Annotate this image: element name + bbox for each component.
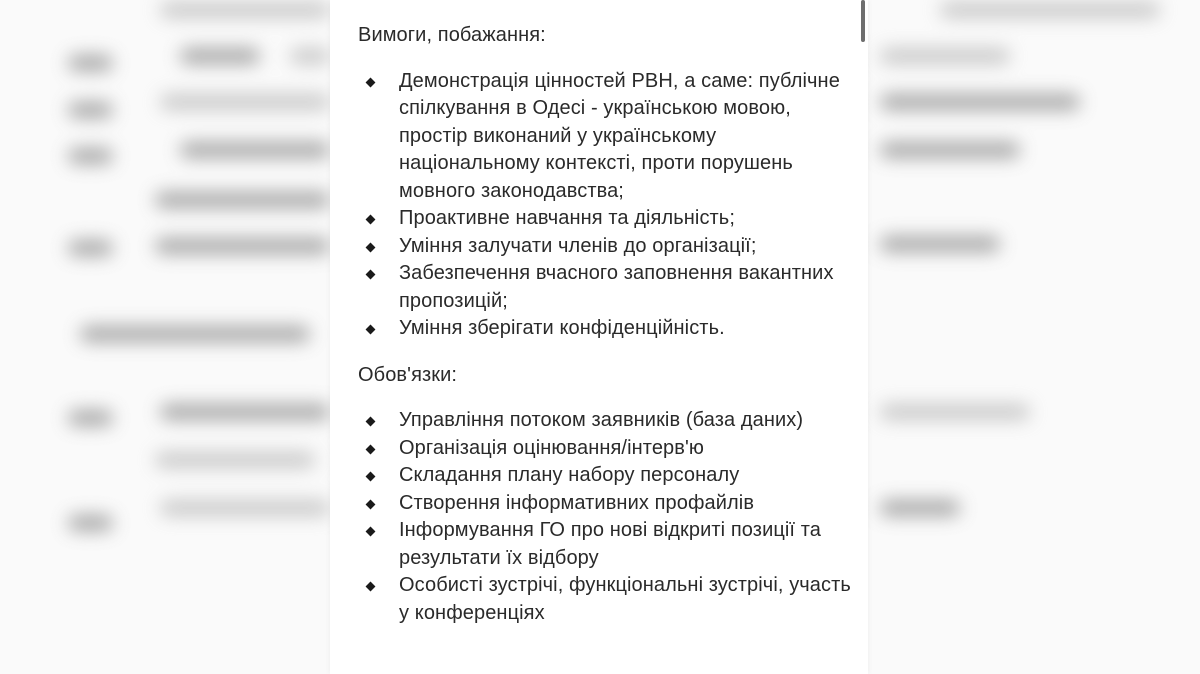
list-item: Створення інформативних профайлів [358,490,858,518]
diamond-bullet-icon [366,77,376,87]
list-item: Забезпечення вчасного заповнення вакантних пропозицій; [358,260,858,315]
list-item: Складання плану набору персоналу [358,462,858,490]
requirements-list [358,68,858,343]
list-item: Особисті зустрічі, функціональні зустрічі, участь у конференціях [358,572,858,627]
diamond-bullet-icon [366,582,376,592]
blurred-background-right [870,0,1200,674]
list-item: Інформування ГО про нові відкриті позиції та результати їх відбору [358,517,858,572]
diamond-bullet-icon [366,215,376,225]
list-item: Уміння залучати членів до організації; [358,233,858,261]
blurred-background-left [0,0,330,674]
diamond-bullet-icon [366,242,376,252]
list-item: Демонстрація цінностей РВН, а саме: публічне спілкування в Одесі - українською мовою, простір виконаний у українському національному контексті, проти порушень мовного законодавства; [358,68,858,206]
list-item: Проактивне навчання та діяльність; [358,205,858,233]
diamond-bullet-icon [366,472,376,482]
diamond-bullet-icon [366,270,376,280]
diamond-bullet-icon [366,325,376,335]
list-item: Управління потоком заявників (база даних) [358,407,858,435]
requirements-heading: Вимоги, побажання: [358,24,546,46]
diamond-bullet-icon [366,444,376,454]
diamond-bullet-icon [366,499,376,509]
document-content [358,22,858,627]
scrollbar-thumb[interactable] [861,0,865,42]
list-item: Організація оцінювання/інтерв'ю [358,435,858,463]
list-item: Уміння зберігати конфіденційність. [358,315,858,343]
diamond-bullet-icon [366,417,376,427]
diamond-bullet-icon [366,527,376,537]
document-page [330,0,868,674]
duties-list [358,407,858,627]
duties-heading: Обов'язки: [358,363,458,386]
